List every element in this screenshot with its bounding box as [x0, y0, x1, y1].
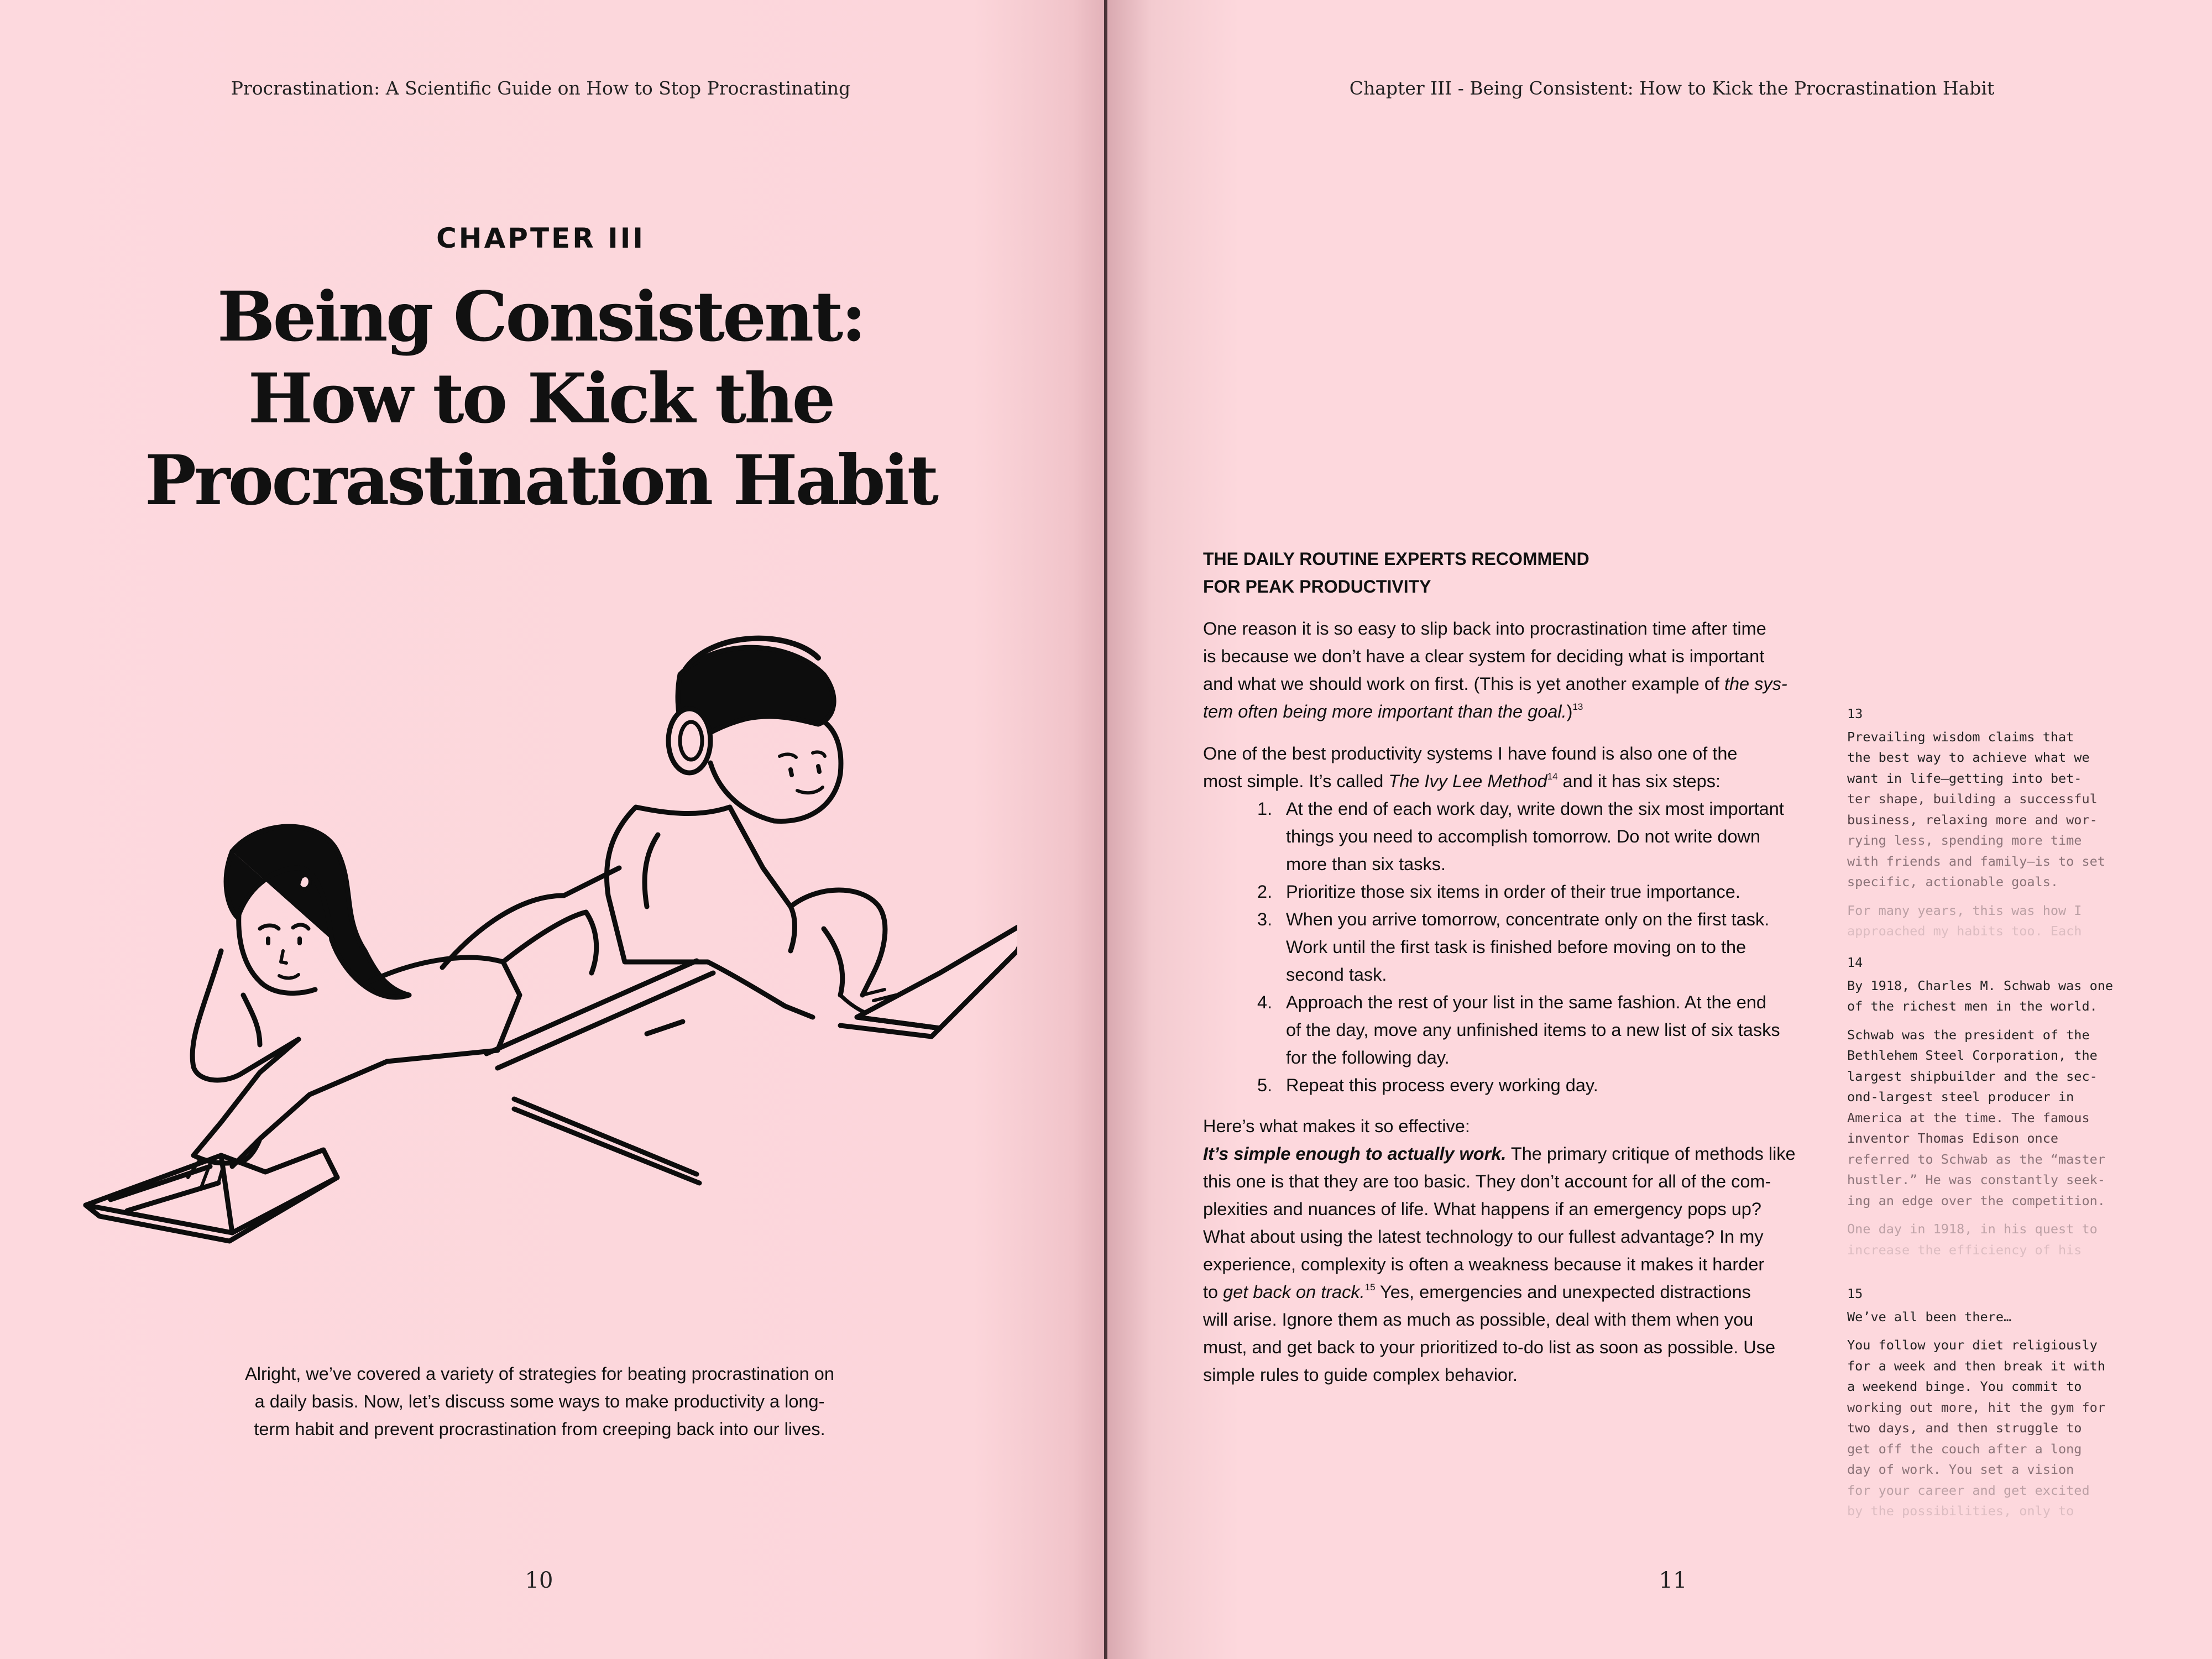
- text-line: [1203, 1140, 1833, 1168]
- sidenote-line: day of work. You set a vision: [1847, 1462, 2074, 1477]
- sidenote-line: for a week and then break it with: [1847, 1358, 2105, 1374]
- text-line: [1203, 767, 1833, 795]
- intro-line: Alright, we’ve covered a variety of strategies for beating procrastination on: [245, 1364, 834, 1384]
- sidenote-line: hustler.” He was constantly seek-: [1847, 1172, 2105, 1187]
- text-run: and what we should work on first. (This is yet another example of: [1203, 674, 1724, 694]
- step-line: Prioritize those six items in order of their true importance.: [1286, 882, 1740, 902]
- sidenote-line: referred to Schwab as the “master: [1847, 1151, 2105, 1167]
- sidenote-15: [1847, 1284, 2179, 1522]
- sidenote-line: Schwab was the president of the: [1847, 1027, 2090, 1043]
- paragraph-1: [1203, 615, 1833, 725]
- sidenote-line: We’ve all been there…: [1847, 1309, 2012, 1325]
- section-heading-line: FOR PEAK PRODUCTIVITY: [1203, 577, 1431, 596]
- sidenote-line: By 1918, Charles M. Schwab was one: [1847, 977, 2114, 993]
- sidenote-line: two days, and then struggle to: [1847, 1420, 2082, 1436]
- sidenote-line: for your career and get excited: [1847, 1482, 2090, 1498]
- section-heading-line: THE DAILY ROUTINE EXPERTS RECOMMEND: [1203, 549, 1589, 569]
- step-line: Approach the rest of your list in the same fashion. At the end: [1286, 992, 1766, 1012]
- text-line: Here’s what makes it so effective:: [1203, 1116, 1470, 1136]
- chapter-title-line: Procrastination Habit: [144, 441, 937, 521]
- step-line: Work until the first task is finished before moving on to the: [1286, 937, 1746, 957]
- sidenote-line: specific, actionable goals.: [1847, 874, 2059, 889]
- footnote-ref[interactable]: 13: [1572, 702, 1583, 712]
- sidenote-line: America at the time. The famous: [1847, 1110, 2090, 1126]
- step-number: 4.: [1257, 992, 1273, 1012]
- sidenote-line: For many years, this was how I: [1847, 902, 2082, 918]
- sidenote-line: ond-largest steel producer in: [1847, 1089, 2074, 1105]
- chapter-title-line: Being Consistent:: [217, 277, 865, 357]
- sidenote-line: a weekend binge. You commit to: [1847, 1379, 2082, 1394]
- text-line: What about using the latest technology to our fullest advantage? In my: [1203, 1227, 1764, 1247]
- text-line: [1203, 698, 1833, 725]
- step-line: When you arrive tomorrow, concentrate only on the first task.: [1286, 909, 1770, 929]
- step-line: more than six tasks.: [1286, 854, 1446, 874]
- sidenote-line: business, relaxing more and wor-: [1847, 812, 2098, 828]
- step-number: 2.: [1257, 882, 1273, 902]
- step-number: 3.: [1257, 909, 1273, 929]
- intro-line: a daily basis. Now, let’s discuss some ways to make productivity a long-: [254, 1391, 825, 1411]
- sidenote-line: by the possibilities, only to: [1847, 1503, 2074, 1519]
- sidenote-14: [1847, 953, 2179, 1260]
- text-run: ): [1566, 702, 1573, 721]
- emphasis-run: It’s simple enough to actually work.: [1203, 1144, 1507, 1164]
- sidenote-line: largest shipbuilder and the sec-: [1847, 1068, 2098, 1084]
- page-number-right: 11: [1659, 1568, 1687, 1593]
- sidenote-line: get off the couch after a long: [1847, 1441, 2082, 1457]
- sidenote-number: 14: [1847, 955, 1863, 970]
- step-item: [1255, 1071, 1852, 1099]
- text-line: simple rules to guide complex behavior.: [1203, 1365, 1518, 1385]
- step-line: At the end of each work day, write down the six most important: [1286, 799, 1784, 819]
- text-line: plexities and nuances of life. What happens if an emergency pops up?: [1203, 1199, 1761, 1219]
- footnote-ref[interactable]: 14: [1547, 771, 1558, 782]
- intro-paragraph: [197, 1360, 882, 1443]
- steps-list: [1255, 795, 1852, 1099]
- text-line: [1203, 1278, 1833, 1306]
- step-line: second task.: [1286, 965, 1387, 985]
- step-item: [1255, 795, 1852, 878]
- sidenote-line: ter shape, building a successful: [1847, 791, 2098, 807]
- footnote-ref[interactable]: 15: [1364, 1282, 1376, 1292]
- text-run: The primary critique of methods like: [1506, 1144, 1796, 1164]
- sidenote-line: the best way to achieve what we: [1847, 750, 2090, 765]
- text-line: experience, complexity is often a weakness because it makes it harder: [1203, 1254, 1765, 1274]
- paragraph-3: [1203, 1112, 1833, 1389]
- sidenote-13: [1847, 704, 2179, 942]
- step-item: [1255, 906, 1852, 988]
- method-name: The Ivy Lee Method: [1388, 771, 1547, 791]
- step-number: 5.: [1257, 1075, 1273, 1095]
- text-run: most simple. It’s called: [1203, 771, 1389, 791]
- chapter-title: [71, 276, 1011, 522]
- sidenote-gap: [1847, 893, 2179, 901]
- sidenote-line: You follow your diet religiously: [1847, 1337, 2098, 1353]
- emphasis-run: tem often being more important than the goal.: [1203, 702, 1567, 721]
- step-number: 1.: [1257, 799, 1273, 819]
- step-line: Repeat this process every working day.: [1286, 1075, 1598, 1095]
- page-number-left: 10: [525, 1568, 553, 1593]
- sidenote-line: working out more, hit the gym for: [1847, 1399, 2105, 1415]
- intro-line: term habit and prevent procrastination from creeping back into our lives.: [254, 1419, 825, 1439]
- step-item: [1255, 988, 1852, 1071]
- chapter-illustration: [77, 608, 1017, 1271]
- paragraph-2: [1203, 740, 1833, 795]
- sidenote-line: Prevailing wisdom claims that: [1847, 729, 2074, 745]
- step-line: of the day, move any unfinished items to a new list of six tasks: [1286, 1020, 1780, 1040]
- sidenote-gap: [1847, 1211, 2179, 1219]
- sidenote-line: increase the efficiency of his: [1847, 1242, 2082, 1258]
- sidenote-gap: [1847, 1017, 2179, 1025]
- section-heading: [1203, 545, 1833, 600]
- text-line: must, and get back to your prioritized to-do list as soon as possible. Use: [1203, 1337, 1776, 1357]
- chapter-title-line: How to Kick the: [248, 359, 834, 439]
- sidenote-line: inventor Thomas Edison once: [1847, 1131, 2059, 1146]
- sidenote-number: 15: [1847, 1286, 1863, 1301]
- text-run: and it has six steps:: [1557, 771, 1721, 791]
- sidenote-line: with friends and family—is to set: [1847, 853, 2105, 869]
- text-line: One of the best productivity systems I have found is also one of the: [1203, 744, 1738, 763]
- sidenote-number: 13: [1847, 706, 1863, 721]
- sidenote-line: want in life—getting into bet-: [1847, 770, 2082, 786]
- step-line: things you need to accomplish tomorrow. Do not write down: [1286, 826, 1761, 846]
- text-line: is because we don’t have a clear system for deciding what is important: [1203, 646, 1765, 666]
- emphasis-run: the sys-: [1724, 674, 1787, 694]
- chapter-label: CHAPTER III: [436, 222, 645, 254]
- sidenote-line: ing an edge over the competition.: [1847, 1192, 2105, 1208]
- emphasis-run: get back on track.: [1223, 1282, 1365, 1302]
- text-line: One reason it is so easy to slip back into procrastination time after time: [1203, 619, 1766, 639]
- running-head-right: Chapter III - Being Consistent: How to Kick the Procrastination Habit: [1349, 77, 1995, 99]
- sidenote-line: of the richest men in the world.: [1847, 998, 2098, 1014]
- text-line: [1203, 670, 1833, 698]
- step-item: [1255, 878, 1852, 906]
- text-line: this one is that they are too basic. They don’t account for all of the com-: [1203, 1171, 1771, 1191]
- text-run: to: [1203, 1282, 1223, 1302]
- sidenote-line: One day in 1918, in his quest to: [1847, 1221, 2098, 1237]
- text-run: Yes, emergencies and unexpected distractions: [1375, 1282, 1751, 1302]
- sidenote-line: Bethlehem Steel Corporation, the: [1847, 1048, 2098, 1063]
- step-line: for the following day.: [1286, 1048, 1450, 1067]
- running-head-left: Procrastination: A Scientific Guide on How to Stop Procrastinating: [231, 77, 851, 99]
- text-line: will arise. Ignore them as much as possible, deal with them when you: [1203, 1310, 1754, 1330]
- sidenote-line: rying less, spending more time: [1847, 833, 2082, 848]
- sidenote-line: approached my habits too. Each: [1847, 923, 2082, 939]
- sidenote-gap: [1847, 1327, 2179, 1335]
